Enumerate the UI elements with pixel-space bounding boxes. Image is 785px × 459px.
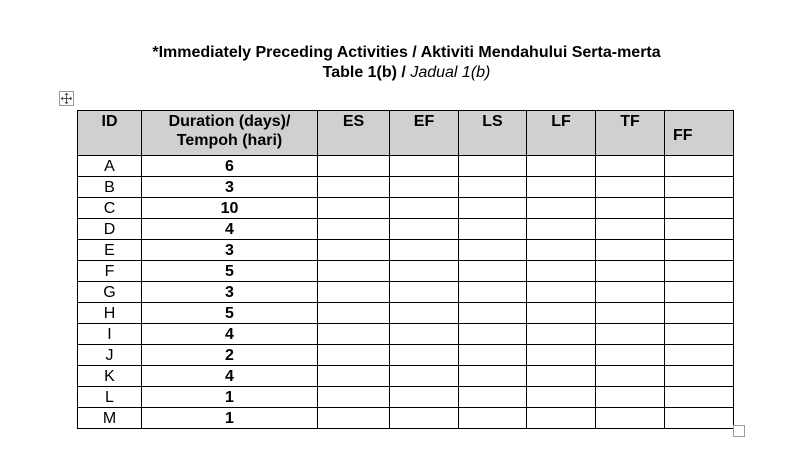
- cell-activity-id[interactable]: E: [78, 240, 142, 261]
- table-header-row: [78, 111, 734, 156]
- cell-activity-id[interactable]: F: [78, 261, 142, 282]
- cell-es[interactable]: [318, 408, 390, 429]
- cell-ef[interactable]: [390, 408, 459, 429]
- cell-duration[interactable]: 6: [142, 156, 318, 177]
- cell-ef[interactable]: [390, 240, 459, 261]
- cell-duration[interactable]: 4: [142, 219, 318, 240]
- cell-tf[interactable]: [596, 219, 665, 240]
- cell-activity-id[interactable]: C: [78, 198, 142, 219]
- cell-lf[interactable]: [527, 366, 596, 387]
- cell-ls[interactable]: [459, 261, 527, 282]
- table-caption-english: Table 1(b) /: [322, 64, 411, 81]
- table-row: [78, 345, 734, 366]
- cell-ef[interactable]: [390, 156, 459, 177]
- table-row: [78, 282, 734, 303]
- cell-ls[interactable]: [459, 387, 527, 408]
- table-row: [78, 366, 734, 387]
- header-ef: EF: [390, 111, 459, 156]
- header-es: ES: [318, 111, 390, 156]
- cell-ff[interactable]: [665, 261, 734, 282]
- cell-ff[interactable]: [665, 345, 734, 366]
- cell-ls[interactable]: [459, 303, 527, 324]
- cell-ff[interactable]: [665, 324, 734, 345]
- cell-ls[interactable]: [459, 156, 527, 177]
- cell-tf[interactable]: [596, 366, 665, 387]
- header-lf: LF: [527, 111, 596, 156]
- cell-ls[interactable]: [459, 324, 527, 345]
- cell-tf[interactable]: [596, 324, 665, 345]
- cell-ef[interactable]: [390, 303, 459, 324]
- cell-ls[interactable]: [459, 240, 527, 261]
- table-row: [78, 303, 734, 324]
- cell-ls[interactable]: [459, 408, 527, 429]
- cell-ff[interactable]: [665, 408, 734, 429]
- cell-lf[interactable]: [527, 219, 596, 240]
- cell-es[interactable]: [318, 198, 390, 219]
- cell-es[interactable]: [318, 387, 390, 408]
- cell-activity-id[interactable]: H: [78, 303, 142, 324]
- cell-lf[interactable]: [527, 261, 596, 282]
- cell-duration[interactable]: 4: [142, 324, 318, 345]
- cell-activity-id[interactable]: L: [78, 387, 142, 408]
- cell-ff[interactable]: [665, 156, 734, 177]
- cell-activity-id[interactable]: G: [78, 282, 142, 303]
- cell-duration[interactable]: 10: [142, 198, 318, 219]
- header-duration-english: Duration (days)/: [168, 113, 291, 130]
- cell-tf[interactable]: [596, 345, 665, 366]
- header-tf: TF: [596, 111, 665, 156]
- cell-es[interactable]: [318, 366, 390, 387]
- cell-lf[interactable]: [527, 345, 596, 366]
- cell-ef[interactable]: [390, 387, 459, 408]
- cell-lf[interactable]: [527, 198, 596, 219]
- cell-ls[interactable]: [459, 177, 527, 198]
- cell-tf[interactable]: [596, 387, 665, 408]
- cell-tf[interactable]: [596, 240, 665, 261]
- cell-activity-id[interactable]: A: [78, 156, 142, 177]
- cell-lf[interactable]: [527, 282, 596, 303]
- cell-duration[interactable]: 5: [142, 303, 318, 324]
- cell-ff[interactable]: [665, 303, 734, 324]
- table-row: [78, 219, 734, 240]
- cell-duration[interactable]: 5: [142, 261, 318, 282]
- cell-activity-id[interactable]: J: [78, 345, 142, 366]
- table-move-icon[interactable]: [59, 91, 74, 106]
- table-row: [78, 240, 734, 261]
- table-resize-icon[interactable]: [733, 425, 745, 437]
- cell-ef[interactable]: [390, 261, 459, 282]
- cell-activity-id[interactable]: D: [78, 219, 142, 240]
- cell-lf[interactable]: [527, 156, 596, 177]
- cell-tf[interactable]: [596, 198, 665, 219]
- cell-es[interactable]: [318, 219, 390, 240]
- table-caption: [28, 63, 785, 83]
- cell-ff[interactable]: [665, 282, 734, 303]
- table-row: [78, 261, 734, 282]
- cell-lf[interactable]: [527, 387, 596, 408]
- table-row: [78, 177, 734, 198]
- cell-ff[interactable]: [665, 240, 734, 261]
- cell-ff[interactable]: [665, 366, 734, 387]
- cell-ff[interactable]: [665, 219, 734, 240]
- cell-ff[interactable]: [665, 387, 734, 408]
- cell-activity-id[interactable]: K: [78, 366, 142, 387]
- cell-ef[interactable]: [390, 345, 459, 366]
- cell-activity-id[interactable]: B: [78, 177, 142, 198]
- cell-duration[interactable]: 2: [142, 345, 318, 366]
- cell-ef[interactable]: [390, 282, 459, 303]
- page-title: *Immediately Preceding Activities / Aktiviti Mendahului Serta-merta: [152, 44, 661, 61]
- cell-duration[interactable]: 3: [142, 282, 318, 303]
- cell-lf[interactable]: [527, 324, 596, 345]
- cell-activity-id[interactable]: M: [78, 408, 142, 429]
- header-id: ID: [78, 111, 142, 156]
- table-row: [78, 324, 734, 345]
- cell-duration[interactable]: 1: [142, 408, 318, 429]
- table-row: [78, 156, 734, 177]
- cell-ef[interactable]: [390, 198, 459, 219]
- cell-es[interactable]: [318, 177, 390, 198]
- table-move-icon-graphic: [60, 92, 73, 105]
- cell-lf[interactable]: [527, 303, 596, 324]
- cell-ls[interactable]: [459, 366, 527, 387]
- cell-duration[interactable]: 3: [142, 177, 318, 198]
- cell-es[interactable]: [318, 282, 390, 303]
- cell-es[interactable]: [318, 345, 390, 366]
- header-duration-malay: Tempoh (hari): [176, 132, 283, 149]
- cell-ef[interactable]: [390, 366, 459, 387]
- cell-tf[interactable]: [596, 408, 665, 429]
- cell-es[interactable]: [318, 261, 390, 282]
- cell-ff[interactable]: [665, 198, 734, 219]
- table-caption-malay: Jadual 1(b): [410, 64, 491, 81]
- table-row: [78, 198, 734, 219]
- cell-duration[interactable]: 4: [142, 366, 318, 387]
- cell-ef[interactable]: [390, 324, 459, 345]
- cell-duration[interactable]: 1: [142, 387, 318, 408]
- activity-table: [77, 110, 734, 429]
- cell-tf[interactable]: [596, 282, 665, 303]
- cell-lf[interactable]: [527, 408, 596, 429]
- cell-ef[interactable]: [390, 219, 459, 240]
- header-ls: LS: [459, 111, 527, 156]
- cell-es[interactable]: [318, 303, 390, 324]
- cell-ls[interactable]: [459, 282, 527, 303]
- cell-tf[interactable]: [596, 303, 665, 324]
- cell-es[interactable]: [318, 324, 390, 345]
- cell-tf[interactable]: [596, 261, 665, 282]
- cell-ls[interactable]: [459, 219, 527, 240]
- cell-es[interactable]: [318, 156, 390, 177]
- cell-ls[interactable]: [459, 198, 527, 219]
- cell-duration[interactable]: 3: [142, 240, 318, 261]
- table-body: [78, 156, 734, 429]
- cell-tf[interactable]: [596, 156, 665, 177]
- cell-lf[interactable]: [527, 177, 596, 198]
- cell-activity-id[interactable]: I: [78, 324, 142, 345]
- header-duration: [142, 111, 318, 156]
- header-ff: FF: [665, 111, 734, 156]
- table-row: [78, 408, 734, 429]
- cell-ef[interactable]: [390, 177, 459, 198]
- cell-ls[interactable]: [459, 345, 527, 366]
- cell-es[interactable]: [318, 240, 390, 261]
- table-row: [78, 387, 734, 408]
- title-block: [0, 43, 785, 83]
- cell-lf[interactable]: [527, 240, 596, 261]
- cell-ff[interactable]: [665, 177, 734, 198]
- cell-tf[interactable]: [596, 177, 665, 198]
